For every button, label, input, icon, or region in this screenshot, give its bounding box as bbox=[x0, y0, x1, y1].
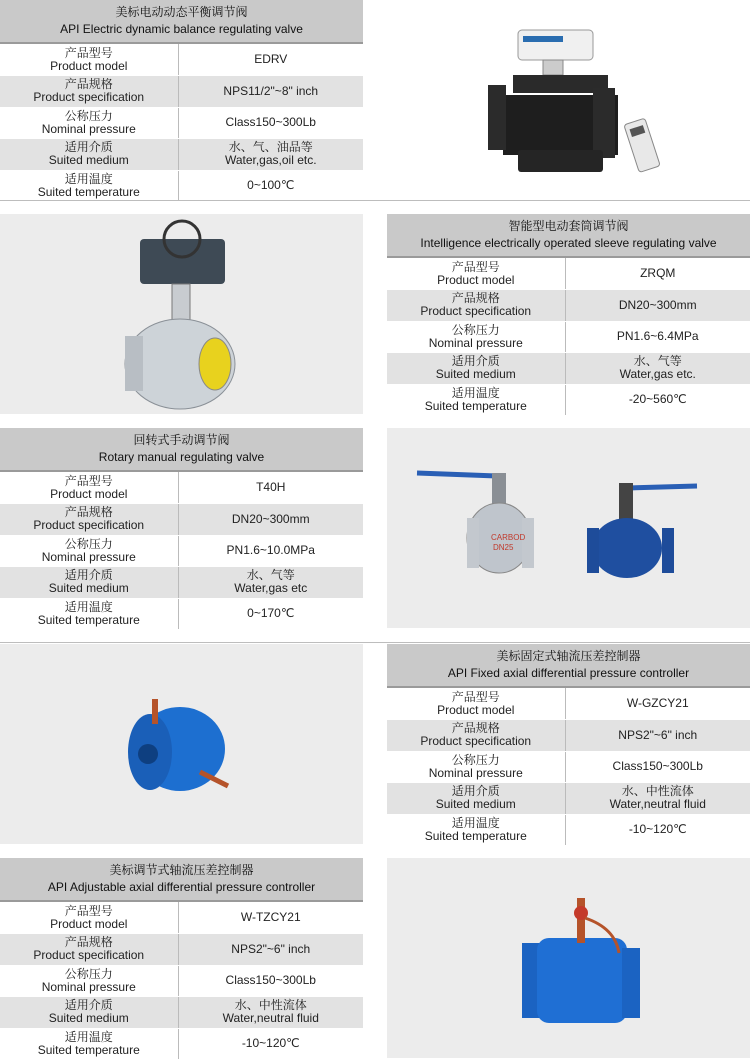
product-title bbox=[387, 644, 750, 688]
product-block-zrqm bbox=[387, 214, 750, 416]
product-title bbox=[0, 0, 363, 44]
value-model: EDRV bbox=[178, 44, 363, 76]
value-medium: 水、气等 Water,gas etc. bbox=[565, 353, 750, 385]
value-medium: 水、中性流体 Water,neutral fluid bbox=[565, 783, 750, 815]
valve-illustration bbox=[0, 214, 363, 414]
title-zh: 美标固定式轴流压差控制器 bbox=[496, 649, 641, 663]
label-temp: 适用温度 Suited temperature bbox=[0, 598, 178, 630]
value-pressure: PN1.6~10.0MPa bbox=[178, 535, 363, 567]
spec-table bbox=[0, 902, 363, 1059]
value-spec: DN20~300mm bbox=[565, 290, 750, 322]
valve-illustration bbox=[387, 428, 750, 628]
label-medium: 适用介质 Suited medium bbox=[0, 139, 178, 171]
label-pressure: 公称压力 Nominal pressure bbox=[0, 965, 178, 997]
value-temp: 0~170℃ bbox=[178, 598, 363, 630]
title-zh: 回转式手动调节阀 bbox=[133, 433, 230, 447]
label-temp: 适用温度 Suited temperature bbox=[0, 1028, 178, 1059]
value-pressure: Class150~300Lb bbox=[178, 107, 363, 139]
valve-marking: DN25 bbox=[493, 543, 514, 552]
value-model: W-GZCY21 bbox=[565, 688, 750, 720]
label-model: 产品型号 Product model bbox=[0, 902, 178, 934]
value-spec: NPS2"~6" inch bbox=[565, 720, 750, 752]
product-block-w-tzcy21 bbox=[0, 858, 363, 1059]
value-medium: 水、气、油品等 Water,gas,oil etc. bbox=[178, 139, 363, 171]
spec-table bbox=[387, 688, 750, 846]
title-en: Rotary manual regulating valve bbox=[98, 450, 265, 464]
title-zh: 智能型电动套筒调节阀 bbox=[508, 219, 629, 233]
product-image-t40h bbox=[387, 428, 750, 628]
value-temp: -10~120℃ bbox=[565, 814, 750, 846]
product-title bbox=[0, 428, 363, 472]
label-medium: 适用介质 Suited medium bbox=[387, 353, 565, 385]
label-model: 产品型号 Product model bbox=[387, 258, 565, 290]
title-zh: 美标调节式轴流压差控制器 bbox=[109, 863, 254, 877]
value-spec: NPS11/2"~8" inch bbox=[178, 76, 363, 108]
value-pressure: Class150~300Lb bbox=[178, 965, 363, 997]
divider bbox=[0, 200, 750, 201]
label-temp: 适用温度 Suited temperature bbox=[0, 170, 178, 202]
label-medium: 适用介质 Suited medium bbox=[0, 997, 178, 1029]
title-en: API Fixed axial differential pressure controller bbox=[447, 666, 690, 680]
title-en: API Electric dynamic balance regulating valve bbox=[60, 22, 303, 36]
value-medium: 水、中性流体 Water,neutral fluid bbox=[178, 997, 363, 1029]
label-spec: 产品规格 Product specification bbox=[0, 504, 178, 536]
label-temp: 适用温度 Suited temperature bbox=[387, 384, 565, 416]
label-model: 产品型号 Product model bbox=[0, 472, 178, 504]
product-block-edrv bbox=[0, 0, 363, 202]
value-pressure: Class150~300Lb bbox=[565, 751, 750, 783]
label-pressure: 公称压力 Nominal pressure bbox=[387, 751, 565, 783]
value-spec: DN20~300mm bbox=[178, 504, 363, 536]
valve-illustration bbox=[387, 858, 750, 1058]
label-medium: 适用介质 Suited medium bbox=[0, 567, 178, 599]
label-spec: 产品规格 Product specification bbox=[387, 720, 565, 752]
valve-illustration bbox=[0, 644, 363, 844]
label-spec: 产品规格 Product specification bbox=[387, 290, 565, 322]
label-medium: 适用介质 Suited medium bbox=[387, 783, 565, 815]
value-spec: NPS2"~6" inch bbox=[178, 934, 363, 966]
value-pressure: PN1.6~6.4MPa bbox=[565, 321, 750, 353]
value-temp: -20~560℃ bbox=[565, 384, 750, 416]
label-spec: 产品规格 Product specification bbox=[0, 934, 178, 966]
product-image-w-tzcy21 bbox=[387, 858, 750, 1058]
value-model: ZRQM bbox=[565, 258, 750, 290]
divider bbox=[0, 642, 750, 643]
label-pressure: 公称压力 Nominal pressure bbox=[0, 535, 178, 567]
product-title bbox=[387, 214, 750, 258]
title-en: Intelligence electrically operated sleeve regulating valve bbox=[420, 236, 717, 250]
value-temp: -10~120℃ bbox=[178, 1028, 363, 1059]
product-block-t40h bbox=[0, 428, 363, 630]
valve-illustration bbox=[363, 0, 750, 200]
title-en: API Adjustable axial differential pressure controller bbox=[47, 880, 316, 894]
label-pressure: 公称压力 Nominal pressure bbox=[0, 107, 178, 139]
label-pressure: 公称压力 Nominal pressure bbox=[387, 321, 565, 353]
value-model: W-TZCY21 bbox=[178, 902, 363, 934]
title-zh: 美标电动动态平衡调节阀 bbox=[115, 5, 248, 19]
product-image-w-gzcy21 bbox=[0, 644, 363, 844]
label-temp: 适用温度 Suited temperature bbox=[387, 814, 565, 846]
label-model: 产品型号 Product model bbox=[387, 688, 565, 720]
label-model: 产品型号 Product model bbox=[0, 44, 178, 76]
value-medium: 水、气等 Water,gas etc bbox=[178, 567, 363, 599]
spec-table bbox=[387, 258, 750, 416]
value-model: T40H bbox=[178, 472, 363, 504]
spec-table bbox=[0, 44, 363, 202]
value-temp: 0~100℃ bbox=[178, 170, 363, 202]
valve-marking: CARBOD bbox=[491, 533, 526, 542]
product-block-w-gzcy21 bbox=[387, 644, 750, 846]
product-image-zrqm bbox=[0, 214, 363, 414]
spec-table bbox=[0, 472, 363, 630]
label-spec: 产品规格 Product specification bbox=[0, 76, 178, 108]
product-title bbox=[0, 858, 363, 902]
product-image-edrv bbox=[363, 0, 750, 200]
